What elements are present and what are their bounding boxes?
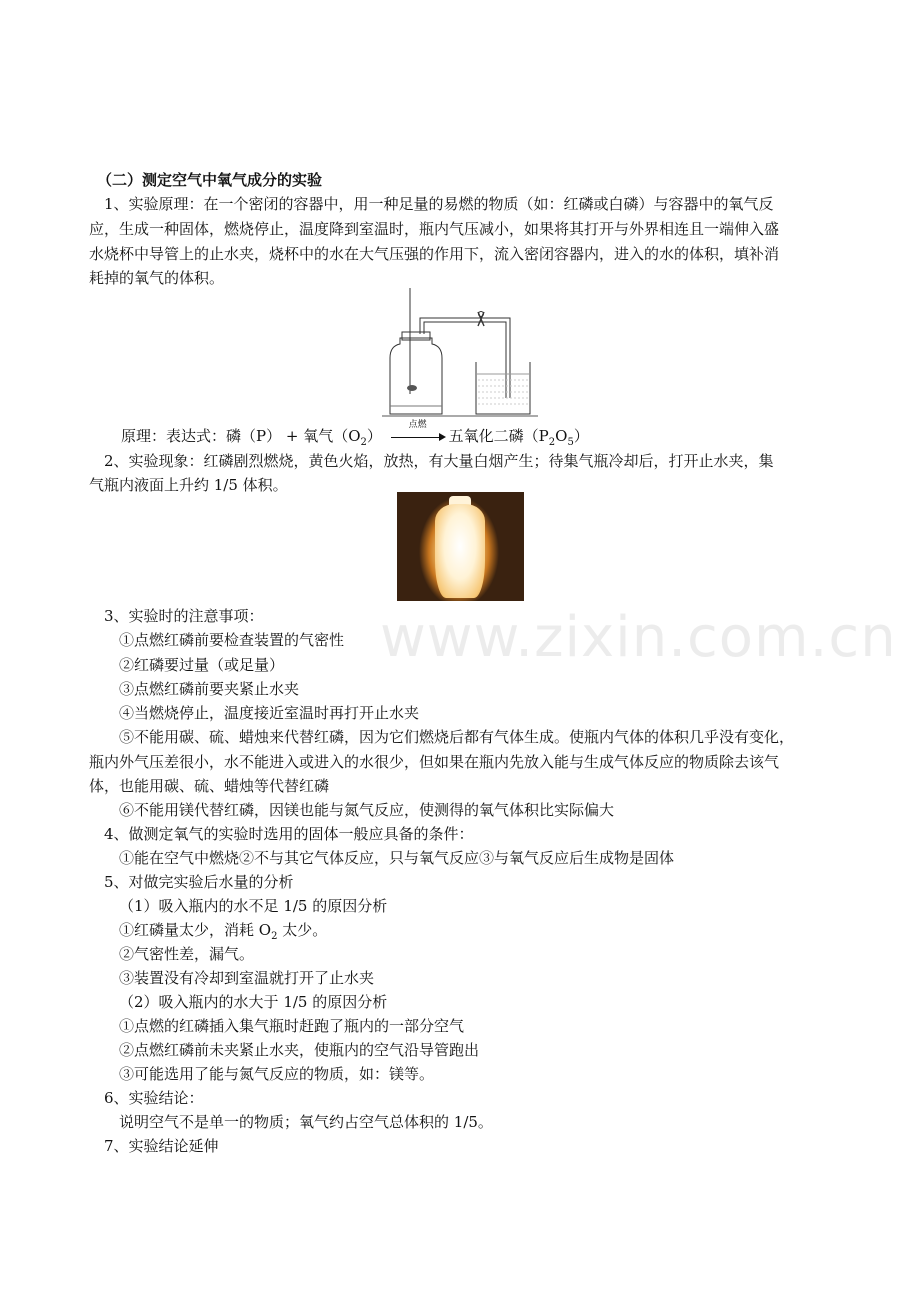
reaction-arrow xyxy=(389,420,447,446)
equation-mid: ） xyxy=(366,427,382,445)
burning-photo xyxy=(397,492,524,601)
more-heading: （2）吸入瓶内的水大于 1/5 的原因分析 xyxy=(119,993,388,1011)
equation-o: O xyxy=(555,427,568,445)
less-item-text: ①红磷量太少，消耗 O xyxy=(119,921,272,939)
subscript: 2 xyxy=(548,437,556,448)
analysis-heading: 5、对做完实验后水量的分析 xyxy=(104,873,294,891)
subscript: 2 xyxy=(271,931,278,942)
note-item: ⑥不能用镁代替红磷，因镁也能与氮气反应，使测得的氧气体积比实际偏大 xyxy=(119,801,615,819)
note-item: ①点燃红磷前要检查装置的气密性 xyxy=(119,631,345,649)
more-item: ②点燃红磷前未夹紧止水夹，使瓶内的空气沿导管跑出 xyxy=(119,1041,480,1059)
notes-heading: 3、实验时的注意事项： xyxy=(104,607,264,625)
watermark: www.zixin.com.cn xyxy=(380,605,897,670)
bottle-stopper xyxy=(402,332,430,340)
note-item: ③点燃红磷前要夹紧止水夹 xyxy=(119,680,300,698)
note-item: ②红磷要过量（或足量） xyxy=(119,656,285,674)
phenomenon-line: 气瓶内液面上升约 1/5 体积。 xyxy=(89,476,288,494)
principle-line: 应，生成一种固体，燃烧停止，温度降到室温时，瓶内气压减小，如果将其打开与外界相连且一端伸入盛 xyxy=(89,220,780,238)
principle-line: 耗掉的氧气的体积。 xyxy=(89,269,225,287)
note-item: 瓶内外气压差很小，水不能进入或进入的水很少，但如果在瓶内先放入能与生成气体反应的物质除去该气 xyxy=(89,753,780,771)
note-item: ⑤不能用碳、硫、蜡烛来代替红磷，因为它们燃烧后都有气体生成。使瓶内气体的体积几乎没有变化， xyxy=(119,728,795,746)
water-beaker xyxy=(476,362,530,414)
less-item: ③装置没有冷却到室温就打开了止水夹 xyxy=(119,969,375,987)
equation-prefix: 原理：表达式：磷（P） + 氧气（O xyxy=(121,427,361,445)
conditions-text: ①能在空气中燃烧②不与其它气体反应，只与氧气反应③与氧气反应后生成物是固体 xyxy=(119,849,675,867)
equation-product: 五氧化二磷（P xyxy=(448,427,549,445)
phenomenon-line: 2、实验现象：红磷剧烈燃烧，黄色火焰，放热，有大量白烟产生；待集气瓶冷却后，打开止水夹，集 xyxy=(104,452,774,470)
phosphorus-spoon xyxy=(407,385,417,391)
less-item xyxy=(119,920,327,947)
arrow-label: 点燃 xyxy=(408,420,427,430)
gas-bottle xyxy=(390,338,442,414)
note-item: ④当燃烧停止，温度接近室温时再打开止水夹 xyxy=(119,704,420,722)
principle-line: 水烧杯中导管上的止水夹，烧杯中的水在大气压强的作用下，流入密闭容器内，进入的水的体积，填补消 xyxy=(89,245,780,263)
subscript: 5 xyxy=(567,437,574,448)
reaction-equation xyxy=(121,420,589,453)
note-item: 体，也能用碳、硫、蜡烛等代替红磷 xyxy=(89,777,330,795)
more-item: ③可能选用了能与氮气反应的物质，如：镁等。 xyxy=(119,1065,435,1083)
extension-heading: 7、实验结论延伸 xyxy=(104,1137,219,1155)
less-item: ②气密性差，漏气。 xyxy=(119,945,255,963)
principle-line: 1、实验原理：在一个密闭的容器中，用一种足量的易燃的物质（如：红磷或白磷）与容器中的氧气反 xyxy=(104,195,774,213)
connecting-tube xyxy=(420,318,510,398)
arrow-head-icon xyxy=(439,433,446,441)
less-item-text: 太少。 xyxy=(277,921,328,939)
subscript: 2 xyxy=(360,437,367,448)
section-title: （二）测定空气中氧气成分的实验 xyxy=(97,171,323,189)
less-heading: （1）吸入瓶内的水不足 1/5 的原因分析 xyxy=(119,897,388,915)
conclusion-text: 说明空气不是单一的物质；氧气约占空气总体积的 1/5。 xyxy=(119,1113,493,1131)
apparatus-diagram xyxy=(380,286,540,418)
more-item: ①点燃的红磷插入集气瓶时赶跑了瓶内的一部分空气 xyxy=(119,1017,465,1035)
equation-end: ） xyxy=(573,427,589,445)
conditions-heading: 4、做测定氧气的实验时选用的固体一般应具备的条件： xyxy=(104,825,474,843)
conclusion-heading: 6、实验结论： xyxy=(104,1089,204,1107)
